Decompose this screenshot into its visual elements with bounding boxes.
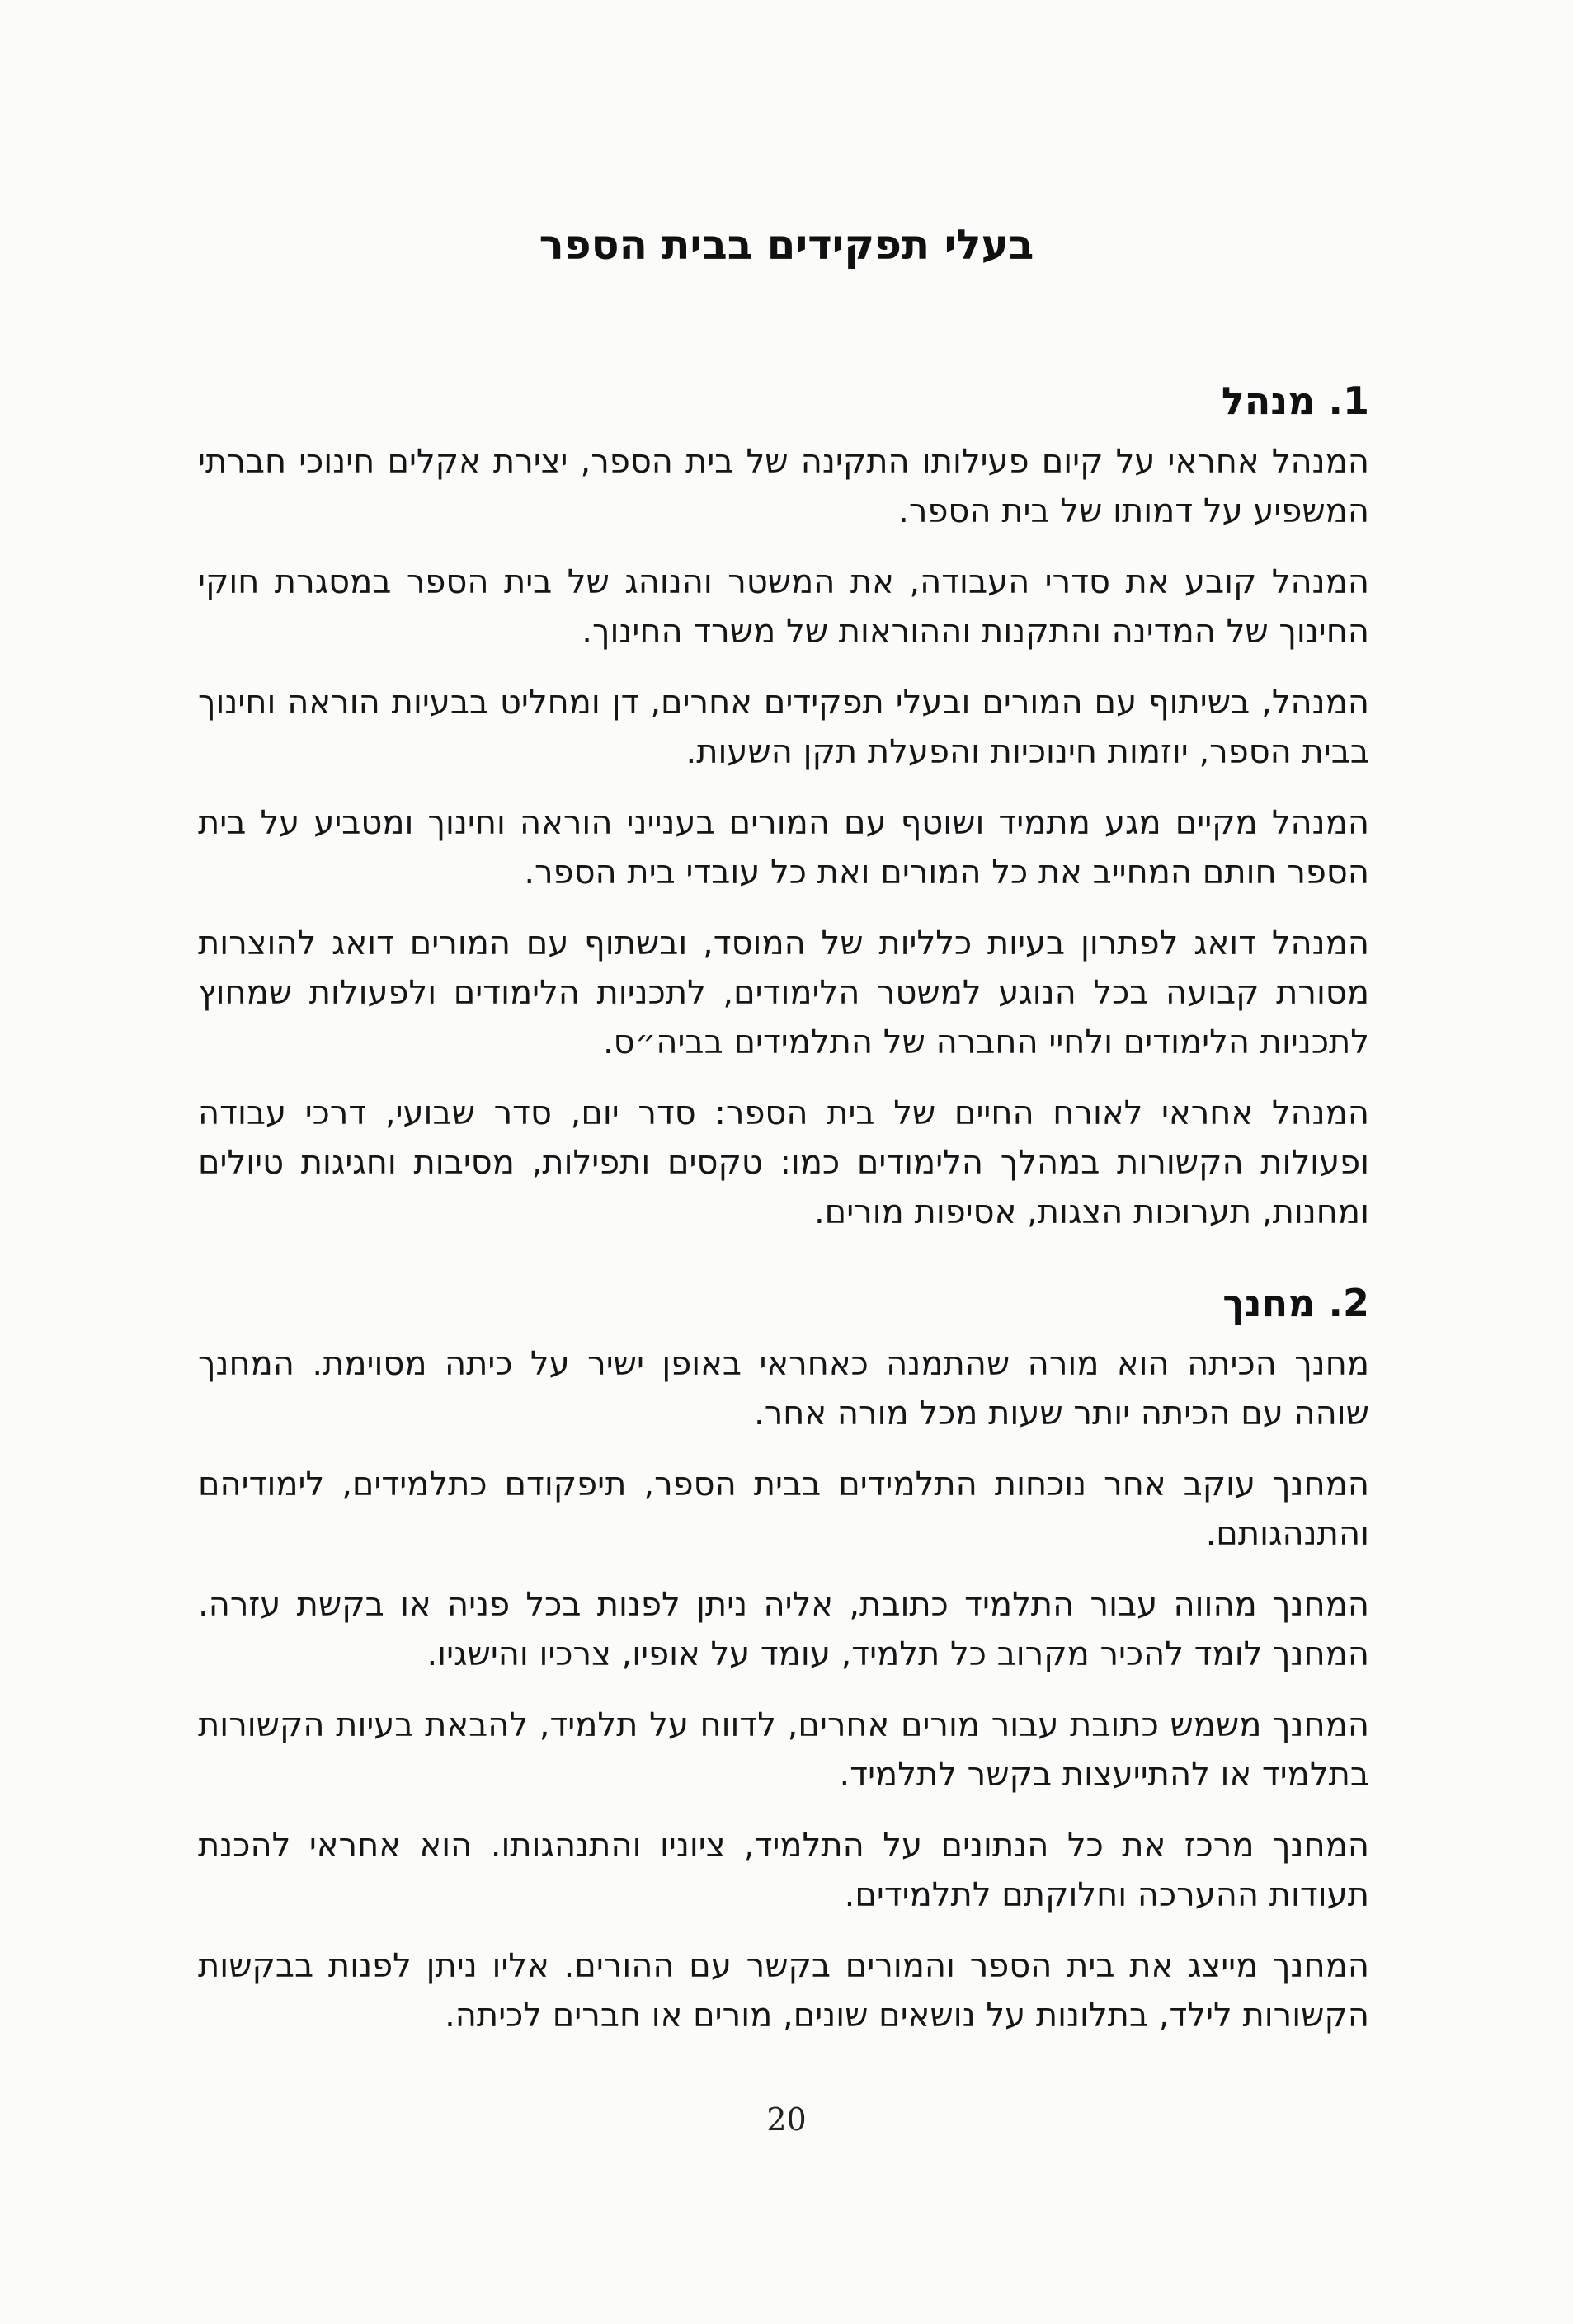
paragraph: המנהל קובע את סדרי העבודה, את המשטר והנוהג של בית הספר במסגרת חוקי החינוך של המדינה והתקנות וההוראות של משרד החינוך. <box>198 563 1369 651</box>
paragraph: המחנך מייצג את בית הספר והמורים בקשר עם ההורים. אליו ניתן לפנות בבקשות הקשורות לילד, בתלונות על נושאים שונים, מורים או חברים לכיתה. <box>198 1947 1369 2035</box>
paragraph: המחנך עוקב אחר נוכחות התלמידים בבית הספר, תיפקודם כתלמידים, לימודיהם והתנהגותם. <box>198 1465 1369 1553</box>
page-number: 20 <box>766 2101 807 2138</box>
page-title: בעלי תפקידים בבית הספר <box>539 221 1034 269</box>
paragraph: מחנך הכיתה הוא מורה שהתמנה כאחראי באופן ישיר על כיתה מסוימת. המחנך שוהה עם הכיתה יותר שעות מכל מורה אחר. <box>198 1345 1369 1433</box>
paragraph: המנהל, בשיתוף עם המורים ובעלי תפקידים אחרים, דן ומחליט בבעיות הוראה וחינוך בבית הספר, יוזמות חינוכיות והפעלת תקן השעות. <box>198 684 1369 771</box>
section-heading-homeroom-teacher: 2. מחנך <box>1222 1281 1369 1325</box>
paragraph: המחנך מרכז את כל הנתונים על התלמיד, ציוניו והתנהגותו. הוא אחראי להכנת תעודות ההערכה וחלוקתם לתלמידים. <box>198 1827 1369 1914</box>
section-homeroom-teacher <box>198 1278 1369 2040</box>
section-heading-principal: 1. מנהל <box>1221 379 1369 423</box>
paragraph: המחנך משמש כתובת עבור מורים אחרים, לדווח על תלמיד, להבאת בעיות הקשורות בתלמיד או להתייעצות בקשר לתלמיד. <box>198 1706 1369 1794</box>
paragraph: המנהל אחראי על קיום פעילותו התקינה של בית הספר, יצירת אקלים חינוכי חברתי המשפיע על דמותו של בית הספר. <box>198 443 1369 530</box>
section-principal <box>198 376 1369 1237</box>
paragraph: המנהל מקיים מגע מתמיד ושוטף עם המורים בענייני הוראה וחינוך ומטביע על בית הספר חותם המחייב את כל המורים ואת כל עובדי בית הספר. <box>198 804 1369 891</box>
paragraph: המנהל דואג לפתרון בעיות כלליות של המוסד, ובשתוף עם המורים דואג להוצרות מסורת קבועה בכל הנוגע למשטר הלימודים, לתכניות הלימודים ולפעולות שמחוץ לתכניות הלימודים ולחיי החברה של התלמידים בביה״ס. <box>198 924 1369 1061</box>
paragraph: המחנך מהווה עבור התלמיד כתובת, אליה ניתן לפנות בכל פניה או בקשת עזרה. המחנך לומד להכיר מקרוב כל תלמיד, עומד על אופיו, צרכיו והישגיו. <box>198 1586 1369 1673</box>
paragraph: המנהל אחראי לאורח החיים של בית הספר: סדר יום, סדר שבועי, דרכי עבודה ופעולות הקשורות במהלך הלימודים כמו: טקסים ותפילות, מסיבות וחגיגות טיולים ומחנות, תערוכות הצגות, אסיפות מורים. <box>198 1094 1369 1231</box>
